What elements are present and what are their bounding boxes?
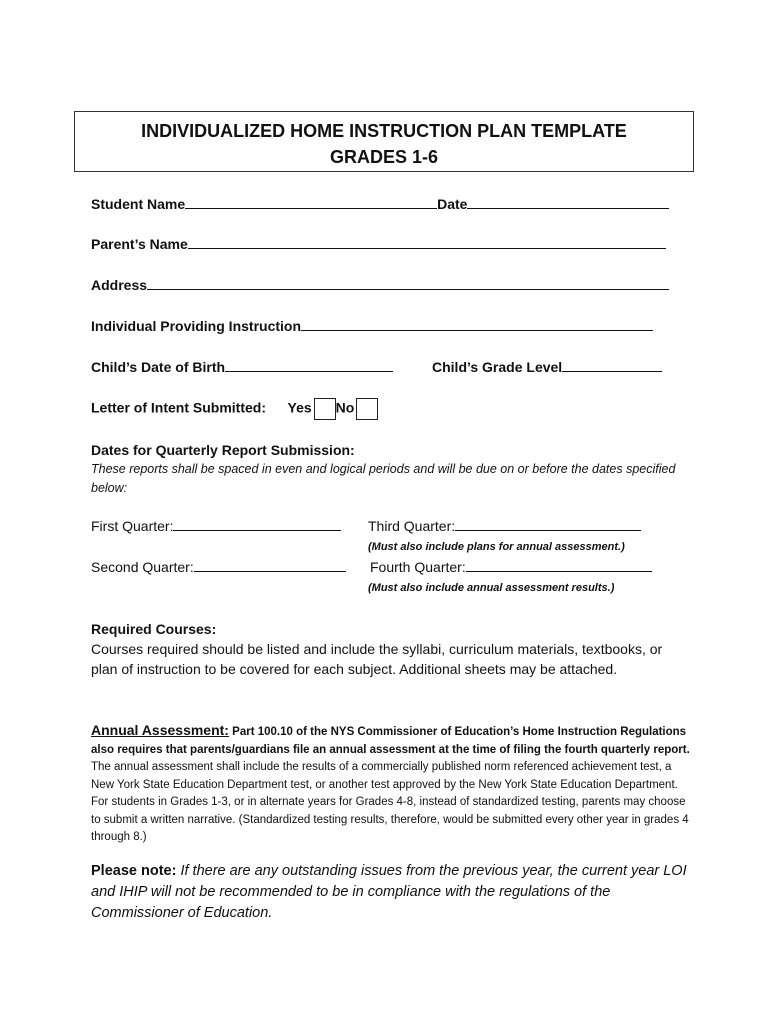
loi-row [91,398,378,420]
instructor-label: Individual Providing Instruction [91,318,302,334]
yes-checkbox[interactable] [314,398,336,420]
parent-name-label: Parent’s Name [91,236,188,252]
third-quarter-label: Third Quarter: [368,518,456,534]
title-box [74,111,694,172]
grade-row [432,359,662,375]
date-field[interactable] [467,196,669,209]
instructor-field[interactable] [301,318,653,331]
annual-assessment [91,722,691,847]
fourth-quarter-label: Fourth Quarter: [370,559,466,575]
second-quarter-label: Second Quarter: [91,559,194,575]
address-label: Address [91,277,148,293]
required-text: Courses required should be listed and include the syllabi, curriculum materials, textbooks, or plan of instruction to be covered for each subject. Additional sheets may be attached. [91,641,663,677]
student-date-row [91,196,669,212]
fourth-quarter-row [370,559,652,575]
grade-label: Child’s Grade Level [432,359,563,375]
first-quarter-row [91,518,341,534]
annual-bold-text: Part 100.10 of the NYS Commissioner of Education’s Home Instruction Regulations also requires that parents/guardians file an annual assessment at the time of filing the fourth quarterly report. [91,726,690,756]
parent-row [91,236,666,252]
second-quarter-row [91,559,346,575]
please-note [91,861,691,924]
please-note-text: If there are any outstanding issues from the previous year, the current year LOI and IHIP will not be recommended to be in compliance with the regulations of the Commissioner of Education. [91,863,687,921]
fourth-quarter-field[interactable] [466,559,652,572]
required-heading: Required Courses: [91,621,217,637]
address-row [91,277,669,293]
quarterly-heading: Dates for Quarterly Report Submission: [91,442,355,458]
date-label: Date [437,196,468,212]
student-name-field[interactable] [185,196,437,209]
parent-name-field[interactable] [188,236,666,249]
annual-heading: Annual Assessment: [91,722,229,738]
title-line-1: INDIVIDUALIZED HOME INSTRUCTION PLAN TEMPLATE [141,121,627,141]
dob-label: Child’s Date of Birth [91,359,226,375]
third-quarter-field[interactable] [455,518,641,531]
fourth-quarter-note: (Must also include annual assessment results.) [368,582,615,594]
quarterly-note: These reports shall be spaced in even and logical periods and will be due on or before the dates specified below: [91,462,676,495]
first-quarter-label: First Quarter: [91,518,174,534]
student-name-label: Student Name [91,196,186,212]
dob-row [91,359,393,375]
no-checkbox[interactable] [356,398,378,420]
title-line-2: GRADES 1-6 [329,147,439,167]
yes-label: Yes [287,399,312,416]
dob-field[interactable] [225,359,393,372]
instructor-row [91,318,653,334]
address-field[interactable] [147,277,669,290]
please-note-label: Please note: [91,863,177,879]
annual-text: The annual assessment shall include the results of a commercially published norm referenced achievement test, a New York State Education Department test, or another test approved by the New York State Education Department. For students in Grades 1-3, or in alternate years for Grades 4-8, instead of standardized testing, parents may choose to submit a written narrative. (Standardized testing results, therefore, would be submitted every other year in grades 4 through 8.) [91,761,689,843]
grade-field[interactable] [562,359,662,372]
third-quarter-note: (Must also include plans for annual assessment.) [368,541,625,553]
no-label: No [335,399,355,416]
second-quarter-field[interactable] [194,559,346,572]
first-quarter-field[interactable] [173,518,341,531]
third-quarter-row [368,518,641,534]
loi-label: Letter of Intent Submitted: [91,399,266,416]
